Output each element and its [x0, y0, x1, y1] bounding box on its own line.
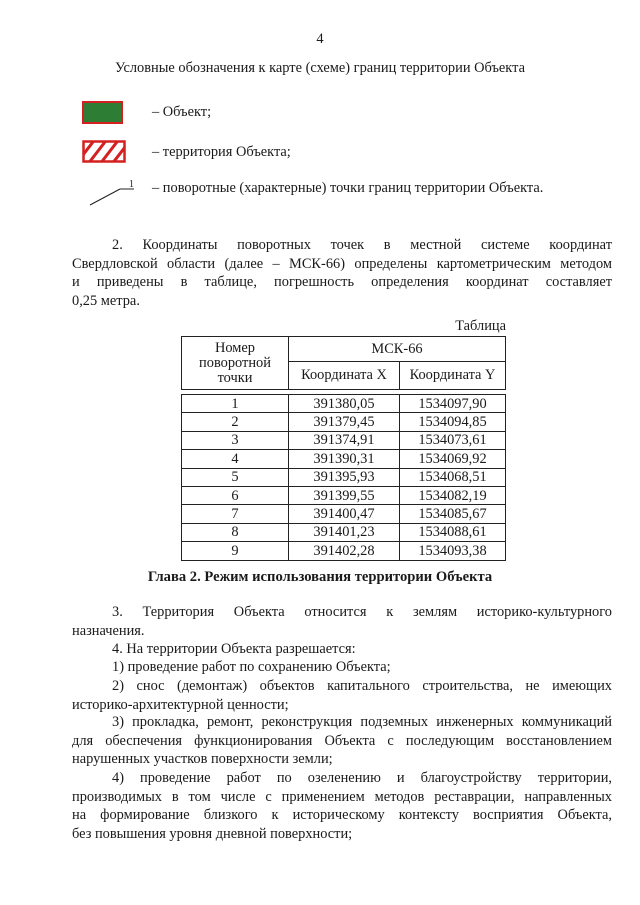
cell-coord-x: 391374,91 [289, 431, 400, 449]
table-caption: Таблица [455, 318, 506, 334]
legend-title: Условные обозначения к карте (схеме) границ территории Объекта [115, 60, 525, 76]
paragraph-line: нарушенных участков поверхности земли; [72, 751, 333, 768]
territory-hatch-icon [82, 140, 126, 163]
cell-coord-x: 391402,28 [289, 542, 400, 560]
cell-point-number: 8 [182, 523, 289, 541]
object-swatch-icon [82, 101, 123, 124]
header-point-number: Номер поворотной точки [182, 337, 289, 390]
list-item-2 [72, 677, 612, 714]
cell-point-number: 5 [182, 468, 289, 486]
legend-text-turning-point: – поворотные (характерные) точки границ территории Объекта. [152, 180, 544, 196]
cell-point-number: 7 [182, 505, 289, 523]
cell-coord-y: 1534094,85 [400, 413, 506, 431]
section-2-paragraph [72, 236, 612, 310]
cell-coord-y: 1534073,61 [400, 431, 506, 449]
cell-point-number: 4 [182, 450, 289, 468]
paragraph-line: для обеспечения функционирования Объекта с последующим восстановлением [72, 732, 612, 749]
table-row [182, 486, 506, 504]
paragraph-line: 4. На территории Объекта разрешается: [112, 641, 356, 657]
cell-coord-x: 391380,05 [289, 395, 400, 413]
list-item-3 [72, 713, 612, 769]
paragraph-line: 2) снос (демонтаж) объектов капитального строительства, не имеющих [112, 678, 612, 694]
cell-coord-y: 1534082,19 [400, 486, 506, 504]
cell-coord-x: 391399,55 [289, 486, 400, 504]
cell-coord-y: 1534088,61 [400, 523, 506, 541]
paragraph-line: 3) прокладка, ремонт, реконструкция подземных инженерных коммуникаций [112, 714, 612, 730]
cell-coord-x: 391390,31 [289, 450, 400, 468]
legend-text-territory: – территория Объекта; [152, 144, 291, 160]
paragraph-line: 0,25 метра. [72, 292, 140, 309]
table-row [182, 523, 506, 541]
cell-point-number: 9 [182, 542, 289, 560]
paragraph-line: производимых в том числе с применением методов реставрации, направленных [72, 788, 612, 805]
table-row [182, 431, 506, 449]
cell-coord-y: 1534069,92 [400, 450, 506, 468]
cell-coord-y: 1534085,67 [400, 505, 506, 523]
paragraph-line: 4) проведение работ по озеленению и благоустройству территории, [112, 770, 612, 786]
table-row [182, 468, 506, 486]
list-item-1 [72, 658, 612, 677]
paragraph-line: историко-архитектурной ценности; [72, 696, 289, 713]
paragraph-4 [72, 640, 612, 659]
turning-point-icon [88, 177, 138, 207]
paragraph-line: и приведены в таблице, погрешность определения координат составляет [72, 274, 612, 291]
paragraph-line: 1) проведение работ по сохранению Объекта; [112, 659, 391, 675]
cell-coord-y: 1534097,90 [400, 395, 506, 413]
cell-coord-y: 1534093,38 [400, 542, 506, 560]
cell-point-number: 2 [182, 413, 289, 431]
table-row [182, 413, 506, 431]
legend-text-object: – Объект; [152, 104, 212, 120]
turning-point-marker: 1 [129, 179, 134, 190]
paragraph-line: на формирование близкого к историческому контексту восприятия Объекта, [72, 807, 612, 824]
table-row [182, 542, 506, 560]
header-coord-y: Координата Y [400, 362, 506, 390]
paragraph-line: 3. Территория Объекта относится к землям историко-культурного [112, 604, 612, 620]
cell-point-number: 1 [182, 395, 289, 413]
table-row [182, 395, 506, 413]
cell-coord-x: 391379,45 [289, 413, 400, 431]
table-row [182, 505, 506, 523]
cell-coord-x: 391400,47 [289, 505, 400, 523]
page-number: 4 [316, 31, 324, 47]
chapter-2-title: Глава 2. Режим использования территории Объекта [147, 569, 493, 585]
paragraph-line: 2. Координаты поворотных точек в местной системе координат [112, 237, 612, 253]
cell-point-number: 6 [182, 486, 289, 504]
paragraph-3 [72, 603, 612, 640]
cell-point-number: 3 [182, 431, 289, 449]
paragraph-line: Свердловской области (далее – МСК-66) определены картометрическим методом [72, 255, 612, 272]
list-item-4 [72, 769, 612, 843]
table-row [182, 450, 506, 468]
cell-coord-y: 1534068,51 [400, 468, 506, 486]
header-msk66: МСК-66 [289, 337, 506, 362]
header-coord-x: Координата X [289, 362, 400, 390]
cell-coord-x: 391401,23 [289, 523, 400, 541]
cell-coord-x: 391395,93 [289, 468, 400, 486]
paragraph-line: назначения. [72, 622, 145, 639]
coordinates-table [181, 336, 506, 561]
paragraph-line: без повышения уровня дневной поверхности; [72, 825, 353, 842]
